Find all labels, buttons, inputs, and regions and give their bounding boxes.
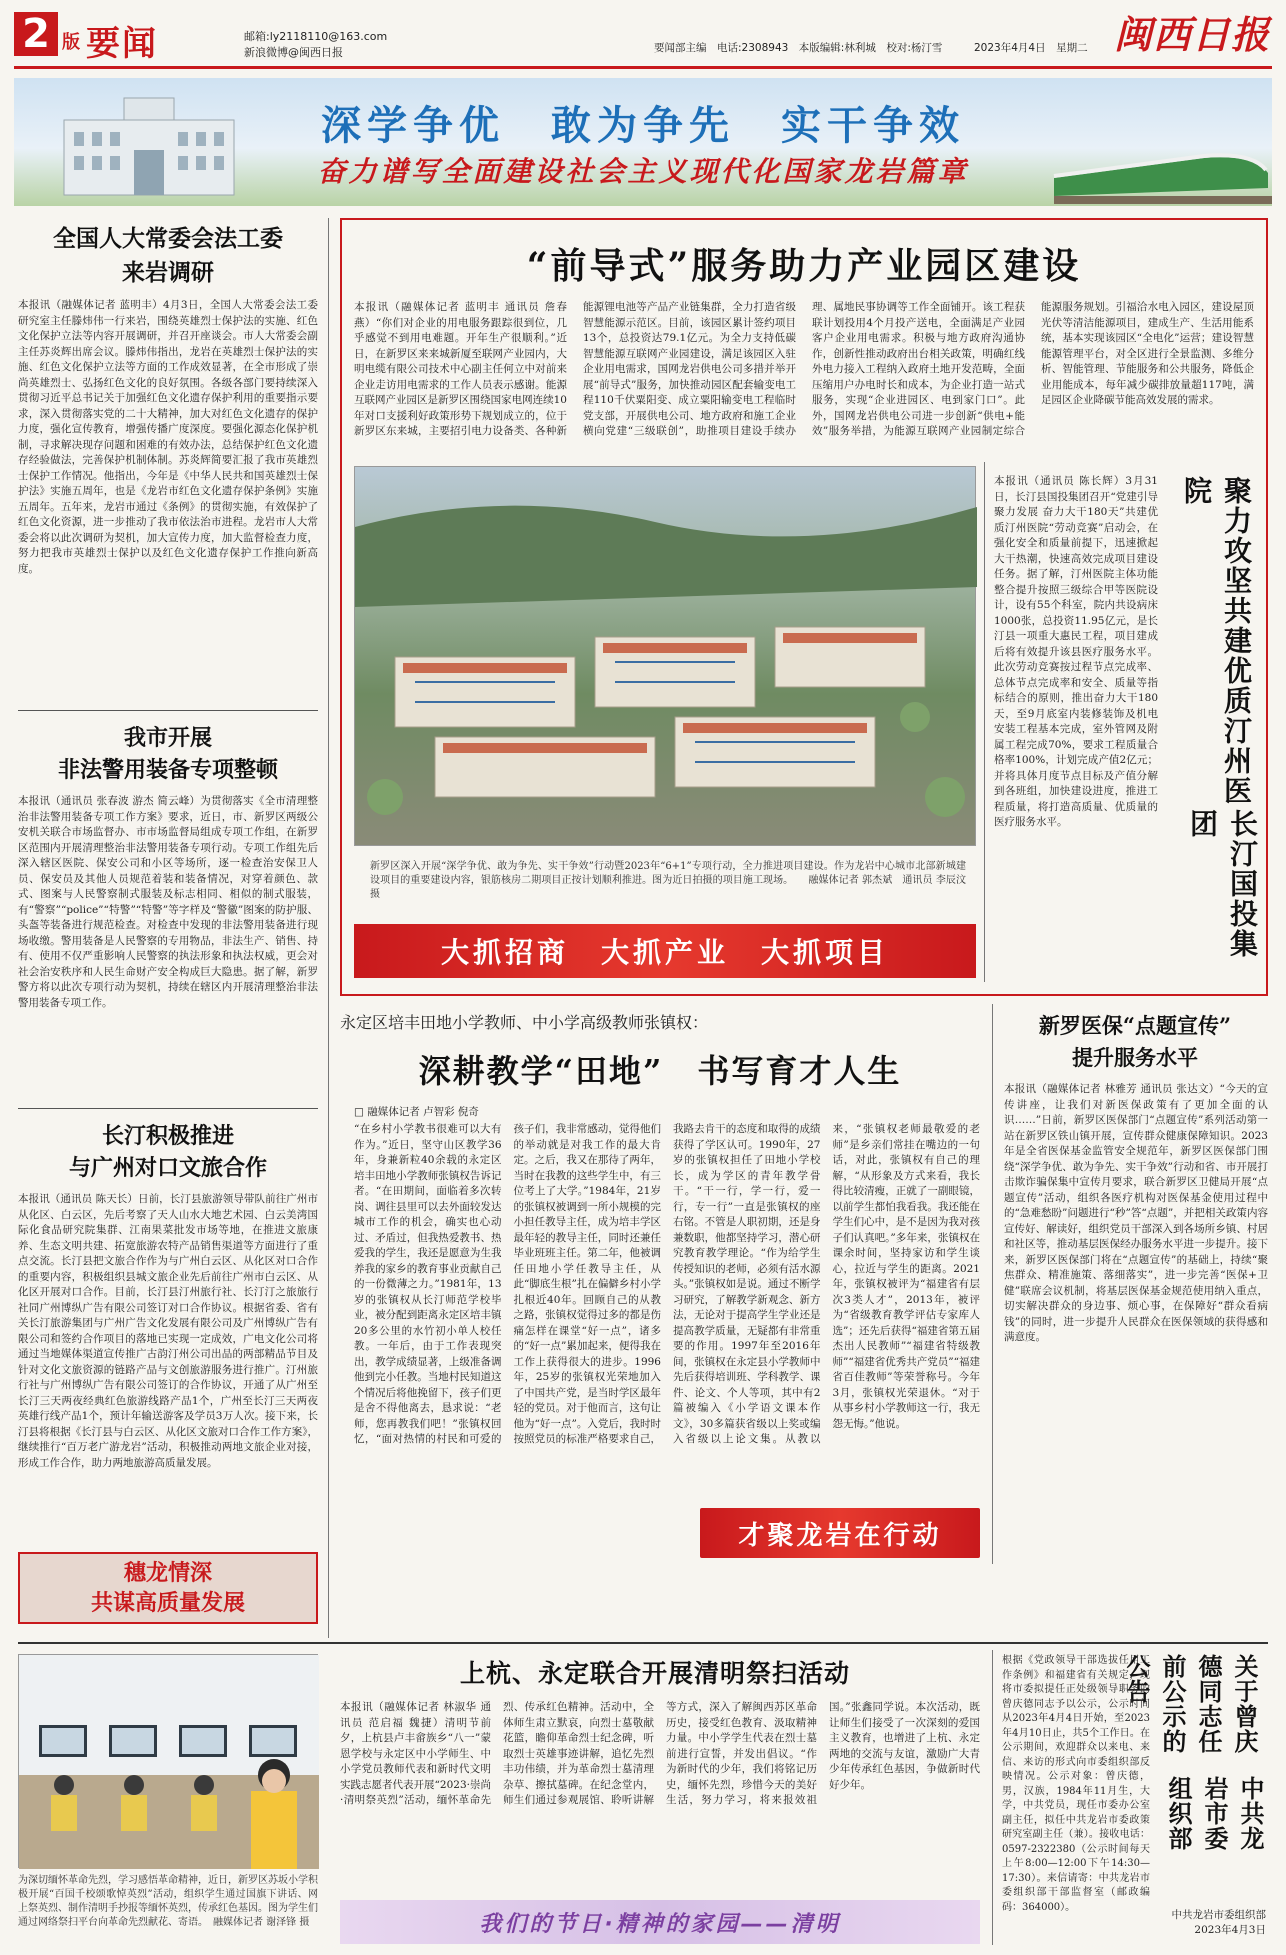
tomb-body: 本报讯（融媒体记者 林淑华 通讯员 范启福 魏捷）清明节前夕，上杭县卢丰畲族乡“八一”蒙恩学校与永定区中小学师生、中小学党员教师代表和新时代文明实践志愿者代表开展“2023·崇尚·清明祭英烈”活动，缅怀革命先烈、传承红色精神。活动中，全体师生肃立默哀，向烈士墓敬献花篮，瞻仰革命烈士纪念碑，听取烈士英雄事迹讲解，追忆先烈丰功伟绩，并为革命烈士墓清理杂草、擦拭墓碑。在纪念堂内，师生们通过参观展馆、聆听讲解等方式，深入了解闽西苏区革命历史，接受红色教育、汲取精神力量。中小学学生代表在烈士墓前进行宣誓，并发出倡议。“作为新时代的少年，我们将铭记历史，缅怀先烈，珍惜今天的美好生活，努力学习，将来报效祖国。”张鑫同学说。本次活动，既让师生们接受了一次深刻的爱国主义教育，也增进了上杭、永定两地的交流与友谊，激励广大青少年传承红色基因，争做新时代好少年。 <box>340 1701 980 1806</box>
notice-signature <box>1002 1908 1266 1938</box>
a1-title-line1: 全国人大常委会法工委 <box>53 225 283 252</box>
a2-body: 本报讯（通讯员 张春波 游杰 简云峰）为贯彻落实《全市清理整治非法警用装备专项工作方案》要求，近日，市、新罗区两级公安机关联合市场监督办、市市场监督局组成专项工作组，在新罗区范围内开展清理整治非法警用装备专项行动。专项工作组先后深入辖区医院、保安公司和小区等场所，逐一检查治安保卫人员、保安员及其他人员规范着装和装备情况，对穿着颜色、款式、图案与人民警察制式服装及标志相同、相似的制式服装，有“警察”“police”“特警”“特警”等字样及“警徽”图案的防护服、头盔等装备进行规范检查。对检查中发现的非法警用装备进行现场收缴。警用装备是人民警察的专用物品，非法生产、销售、持有、使用不仅严重影响人民警察的执法形象和执法权威，更会对社会治安秩序和人民生命财产安全构成巨大隐患。据了解，新罗警方将以此次专项行动为契机，持续在辖区内开展清理整治非法警用装备专项工作。 <box>18 795 318 1009</box>
a3-title-line1: 长汀积极推进 <box>101 1123 234 1149</box>
main-lead-banner: 大抓招商 大抓产业 大抓项目 <box>354 924 976 978</box>
banner-line-1: 深学争优 敢为争先 实干争效 <box>321 103 965 149</box>
a2-title <box>18 722 318 786</box>
teacher-byline: □ 融媒体记者 卢智彩 倪奇 <box>354 1106 479 1118</box>
a3-body: 本报讯（通讯员 陈天长）日前，长汀县旅游领导带队前往广州市从化区、白云区，先后考察了天人山水大地艺术园、白云美湾国际化食品研究院集群、江南果菜批发市场等地，在推进文旅康养、生态文明共建、拓宽旅游农特产品销售渠道等方面进行了重点交流。长汀县把文旅合作作为与广州白云区、从化区对口合作的重要内容，积极组织县城文旅企业先后前往广州市白云区、从化区开展对口合作。目前，长汀县汀州旅行社、长汀汀之旅旅行社同广州博纵广告有限公司签订对口合作协议。根据省委、省有关长汀旅游集团与广州广告文化发展有限公司及广州博纵广告有限公司和签约合作项目的落地已实现一定成效，广电文化公司将通过当地媒体渠道宣传推广古韵汀州公司出品的两部精品节目及针对文化文旅资源的链路产品与文创旅游服务进行推广。汀州旅行社与广州博纵广告有限公司签订的合作协议，开通了从广州至长汀三天两夜经典红色旅游线路产品1个，广州至长汀三天两夜英雄行线产品1个，预计年输送游客及学员3万人次。接下来，长汀县将根据《长汀县与白云区、从化区文旅对口合作工作方案》，继续推行“百万老广游龙岩”活动，积极推动两地文旅企业对接，形成工作合作，助力两地旅游高质量发展。 <box>18 1193 318 1469</box>
a1-title <box>18 222 318 290</box>
hosp-title-col1: 长汀国投集团 <box>1186 809 1259 960</box>
sui-long-banner <box>18 1552 318 1624</box>
column-divider <box>992 1004 993 1564</box>
section-title: 要闻 <box>86 24 158 64</box>
classroom-photo <box>18 1654 318 1868</box>
top-banner <box>14 78 1272 206</box>
tomb-banner: 我们的节日·精神的家园——清明 <box>340 1900 980 1944</box>
a1-body: 本报讯（融媒体记者 蓝明丰）4月3日，全国人大常委会法工委研究室主任滕炜伟一行来岩，围绕英雄烈士保护法的实施、红色文化保护立法等内容开展调研，并召开座谈会。市人大常委会副主任苏炎辉出席会议。滕炜伟指出，龙岩在英雄烈士保护法的实施、红色文化保护立法等方面的工作成效显著，在全市形成了崇尚英雄烈士、弘扬红色文化的良好氛围。各级各部门要持续深入贯彻习近平总书记关于加强红色文化遗存保护利用的重要指示要求，深入贯彻落实党的二十大精神，加大对红色文化遗存的保护力度，强化宣传教育，增强传播广度深度。要强化源态化保护机制，寻求解决现存问题和困难的有效办法，总结保护红色文化遗存经验做法，完善保护机制体制。苏炎辉简要汇报了我市英雄烈士保护工作情况。他指出，今年是《中华人民共和国英雄烈士保护法》实施五周年，也是《龙岩市红色文化遗存保护条例》实施五周年。五年来，龙岩市通过《条例》的贯彻实施，有效保护了红色文化资源，进一步推动了我市依法治市进程。龙岩市人大常委会将以此次调研为契机，加大宣传力度，加大监督检查力度，努力把我市英雄烈士保护以及红色文化遗存保护工作推向新高度。 <box>18 299 318 575</box>
notice-title <box>1122 1654 1268 1854</box>
divider <box>18 710 318 711</box>
notice-title-col2: 关于曾庆德同志任前公示的公告 <box>1122 1654 1259 1754</box>
banner-line-2: 奋力谱写全面建设社会主义现代化国家龙岩篇章 <box>317 155 969 188</box>
divider <box>18 1108 318 1109</box>
main-lead-body: 本报讯（融媒体记者 蓝明丰 通讯员 詹春燕）“你们对企业的用电服务跟踪很到位，几乎感觉不到用电难题。开年生产很顺利。”近日，在新罗区来来城新厦至联网产业园内，大明电缆有限公司技术中心副主任何立中对前来企业走访用电需求的工作人员表示感谢。能源互联网产业园区是新罗区围绕国家电网连续10年对口支援利好政策形势下规划成立的，位于新罗区东来城，主要招引电力设备类、各种新能源锂电池等产品产业链集群，全力打造省级智慧能源示范区。目前，该园区累计签约项目13个，总投资达79.1亿元。为全力支持低碳智慧能源互联网产业园建设，满足该园区入驻企业用电需求，国网龙岩供电公司多措并举开展“前导式”服务，加快推动园区配套输变电工程110千伏粟阳变、成立粟阳输变电工程临时党支部，开展供电公司、地方政府和施工企业横向党建“三级联创”，助推项目建设手续办理、属地民事协调等工作全面铺开。该工程获联计划投用4个月投产送电，全面满足产业园客户企业用电需求。积极与地方政府沟通协作，创新性推动政府出台相关政策，明确红线外电力接入工程纳入政府土地开发范畴，全面压缩用户办电时长和成本，为企业打造一站式服务，实现“企业进园区、电到家门口”。此外，国网龙岩供电公司进一步创新“供电+能效”服务举措，为能源互联网产业园制定综合能源服务规划。引福洽水电入园区，建设屋顶光伏等清洁能源项目，建成生产、生活用能系统，基本实现该园区“全电化”运营；建设智慧能源管理平台，对全区进行全景监测、多维分析、智能管理、节能服务和公共服务，降低企业用能成本，每年减少碳排放量超117吨，满足园区企业降碳节能高效发展的需求。 <box>354 301 1254 437</box>
xinluo-title-line1: 新罗医保“点题宣传” <box>1038 1013 1232 1038</box>
teacher-subtitle: 永定区培丰田地小学教师、中小学高级教师张镇权： <box>340 1013 709 1032</box>
a1-title-line2: 来岩调研 <box>122 259 214 286</box>
page-header <box>14 10 1272 72</box>
construction-photo-caption: 新罗区深入开展“深学争优、敢为争先、实干争效”行动暨2023年“6+1”专项行动，全力推进项目建设。作为龙岩中心城市北部新城建设项目的重要建设内容，银筋核房二期项目正按计划顺利推进。图为近日拍摄的项目施工现场。 融媒体记者 郭杰斌 通讯员 李辰汶 摄 <box>370 861 976 900</box>
a2-title-line2: 非法警用装备专项整顿 <box>57 757 278 783</box>
column-divider <box>984 462 985 982</box>
notice-title-col1: 中共龙岩市委组织部 <box>1164 1775 1265 1851</box>
notice-signature-org: 中共龙岩市委组织部 <box>1171 1909 1266 1921</box>
a2-title-line1: 我市开展 <box>123 725 212 751</box>
header-editors: 要闻部主编 电话:2308943 本版编辑:林利城 校对:杨汀雪 <box>654 42 943 54</box>
hosp-body: 本报讯（通讯员 陈长辉）3月31日，长汀县国投集团召开“党建引导 聚力发展 奋力大干180天”共建优质汀州医院“劳动竞赛”启动会，在强化安全和质量前提下，迅速掀起大干热潮，快速高效完成项目建设任务。据了解，汀州医院主体功能整合提升按照三级综合甲等医院设计，设有55个科室，院内共设病床1000张，总投资11.95亿元，是长汀县一项重大惠民工程，项目建成后将有效提升该县医疗服务水平。此次劳动竞赛按过程节点完成率、总体节点完成率和安全、质量等指标结合的原则，推出奋力大干180天，至9月底室内装修装饰及机电安装工程基本完成，室外管网及附属工程完成70%，要求工程质量合格率100%，计划完成产值2亿元；并将具体月度节点目标及产值分解到各班组，加快建设进度，推进工程质量，将打造高质量、优质量的医疗服务水平。 <box>994 475 1158 828</box>
a3-title <box>18 1120 318 1184</box>
header-email: 邮箱:ly2118110@163.com <box>244 30 388 43</box>
xinluo-title <box>1000 1010 1270 1074</box>
construction-site-illustration <box>355 467 977 847</box>
column-divider <box>328 218 329 1638</box>
xinluo-body: 本报讯（融媒体记者 林雅芳 通讯员 张达文）“今天的宣传讲座，让我们对新医保政策有了更加全面的认识……”日前，新罗区医保部门“点题宣传”系列活动第一站在新罗区铁山镇开展，宣传群众健康保障知识。2023年是全省医保基金监管安全规范年，新罗区医保部门围绕“深学争优、敢为争先、实干争效”行动和省、市开展打击欺诈骗保集中宣传月要求，联合新罗区卫健局开展“点题宣传”活动，组织各医疗机构对医保基金使用过程中的“急难愁盼”问题进行“秒”答“点题”，并把相关政策内容宣传好、解读好，组织党员干部深入到各场所乡镇、村居和社区等，推动基层医保经办服务水平进一步提升。接下来，新罗区医保部门将在“点题宣传”的基础上，持续“聚焦群众、精准施策、落细落实”，进一步完善“医保+卫健”联席会议机制，将基层医保基金规范使用纳入重点，切实解决群众的身边事、烦心事，在保障好“群众看病钱”的同时，进一步提升人民群众在医保领域的获得感和满意度。 <box>1004 1083 1268 1343</box>
column-divider <box>992 1650 993 1945</box>
page-suffix: 版 <box>62 32 80 53</box>
notice-body: 根据《党政领导干部选拔任用工作条例》和福建省有关规定，现将市委拟提任正处级领导职务的曾庆德同志予以公示，公示时间从2023年4月4日开始，至2023年4月10日止，共5个工作日。在公示期间，欢迎群众以来电、来信、来访的形式向市委组织部反映情况。公示对象：曾庆德，男，汉族，1984年11月生，大学，中共党员，现任市委办公室副主任，拟任中共龙岩市委政策研究室副主任（兼）。接收电话：0597-2322380（公示时间每天上午8:00—12:00下午14:30—17:30）。来信请寄：中共龙岩市委组织部干部监督室（邮政编码：364000）。 <box>1002 1655 1150 1913</box>
header-rule <box>14 66 1272 69</box>
a3-title-line2: 与广州对口文旅合作 <box>68 1155 267 1181</box>
main-lead-title: “前导式”服务助力产业园区建设 <box>526 245 1082 287</box>
construction-site-photo <box>354 466 976 846</box>
page-number-badge: 2 <box>14 12 58 56</box>
classroom-illustration <box>19 1655 319 1869</box>
header-weibo: 新浪微博@闽西日报 <box>244 46 343 59</box>
teacher-title: 深耕教学“田地” 书写育才人生 <box>418 1052 902 1090</box>
masthead-logo: 闽西日报 <box>1113 12 1270 57</box>
xinluo-title-line2: 提升服务水平 <box>1072 1045 1198 1070</box>
classroom-photo-caption: 为深切缅怀革命先烈，学习感悟革命精神，近日，新罗区苏坂小学积极开展“百国千校颂歌悼英烈”活动，组织学生通过国旗下讲话、网上祭英烈、制作清明手抄报等缅怀英烈，传承红色基因。图为学生们通过网络祭扫平台向革命先烈献花、寄语。 融媒体记者 谢泽锋 摄 <box>18 1875 318 1928</box>
notice-signature-date: 2023年4月3日 <box>1194 1924 1266 1936</box>
teacher-body: “在乡村小学教书很难可以大有作为。”近日，坚守山区教学36年，身兼新粒40余载的永定区培丰田地小学教师张镇权告诉记者。“在田期间，面临着多次转岗、调往县里可以去外面较发达城市工作的机会，确实也心动过、矛盾过，但我热爱教书、热爱我的学生，我还是愿意为生我养我的家乡的教育事业贡献自己的一份微薄之力。”1981年，13岁的张镇权从长汀师范学校毕业，被分配到距离永定区培丰镇20多公里的水竹初小单人校任教。一年后，由于工作表现突出，教学成绩显著，上级准备调他到完小任教。当地村民知道这个情况后将他挽留下，孩子们更是舍不得他离去，恳求说：“老师，您再教我们吧！”张镇权回忆，“面对热情的村民和可爱的孩子们，我非常感动，觉得他们的举动就是对我工作的最大肯定。之后，我又在那待了两年，当时在我教的这些学生中，有三位考上了大学。”1984年，21岁的张镇权被调到一所小规模的完小担任教导主任，成为培丰学区最年轻的教导主任，同时还兼任毕业班班主任。第二年，他被调任田地小学任教导主任，从此“脚底生根”扎在偏僻乡村小学扎根近40年。回顾自己的从教之路，张镇权觉得过多的都是伤痛怎样在课堂“好一点”，诸多的“好一点”累加起来，便得我在工作上获得很大的进步。1996年，25岁的张镇权光荣地加入了中国共产党，是当时学区最年轻的党员。对于他而言，这句让他为“好一点”。入党后，我时时按照党员的标准严格要求自己，我路去肯干的态度和取得的成绩获得了学区认可。1990年，27岁的张镇权担任了田地小学校长，成为学区的青年教学骨干。“干一行，学一行，爱一行，专一行”一直是张镇权的座右铭。不管是人职初期，还是身兼数职，他都坚持学习，潜心研究教育教学理论。“作为给学生传授知识的老师，必须有活水源头。”张镇权如是说。通过不断学习研究，了解教学新观念、新方法，无论对于提高学生学业还是提高教学质量，无疑都有非常重要的作用。1997年至2016年间，张镇权在永定县小学教师中先后获得培训班、学科教学、课件、论文、个人等项，其中有2篇被编入《小学语文课本作文》，30多篇获省级以上奖或编入省级以上论文集。从教以来，“张镇权老师最敬爱的老师”是乡亲们常挂在嘴边的一句话，对此，张镇权有自己的理解，“从形象及方式来看，我长得比较清瘦，正就了一副眼镜，以前学生都怕我看我。我还能在学生们心中，是不是因为我对孩子们认真吧。”多年来，张镇权在课余时间，坚持家访和学生谈心，拉近与学生的距离。2021年，张镇权被评为“福建省有层次3类人才”，2013年，被评为“省级教育教学评估专家库人选”；还先后获得“福建省第五届杰出人民教师”“福建省特级教师”“福建省优秀共产党员”“福建省百佳教师”等荣誉称号。今年3月，张镇权光荣退休。“对于从事乡村小学教师这一行，我无怨无悔。”他说。 <box>354 1123 980 1445</box>
teacher-banner: 才聚龙岩在行动 <box>700 1508 980 1558</box>
header-date: 2023年4月4日 星期二 <box>974 42 1088 54</box>
tomb-title: 上杭、永定联合开展清明祭扫活动 <box>459 1659 850 1688</box>
sui-long-line2: 共谋高质量发展 <box>90 1590 245 1616</box>
hosp-title <box>1166 476 1262 976</box>
sui-long-line1: 穗龙情深 <box>123 1560 212 1586</box>
hosp-title-col2: 聚力攻坚共建优质汀州医院 <box>1180 476 1253 806</box>
bottom-section-rule <box>18 1642 1268 1644</box>
